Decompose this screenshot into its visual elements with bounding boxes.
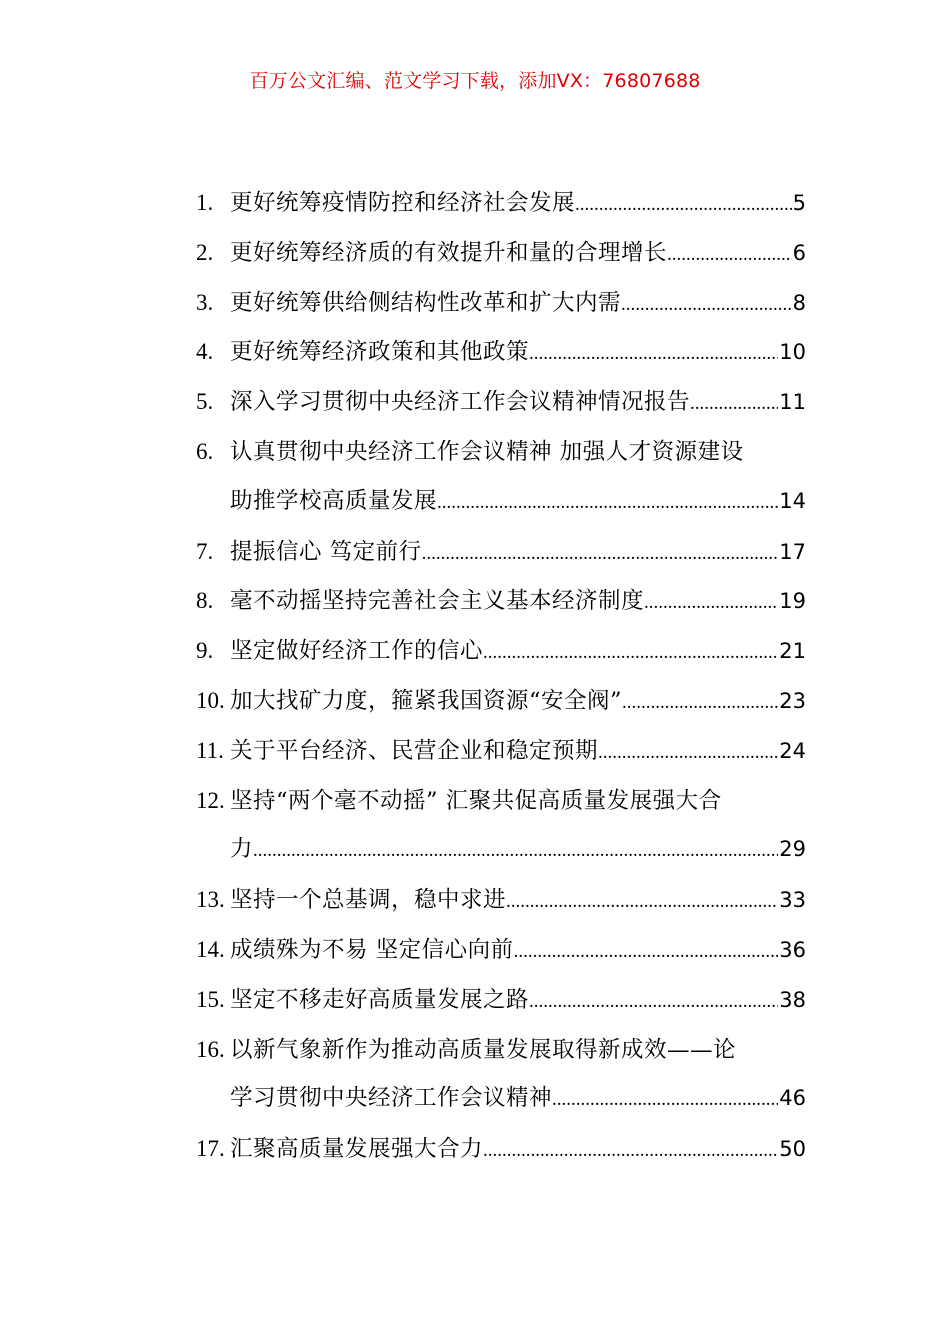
toc-number: 10. [196,687,225,713]
toc-number: 5. [196,389,214,415]
toc-title: 更好统筹经济质的有效提升和量的合理增长 [230,239,668,266]
toc-page-number: 24 [779,738,806,763]
toc-entry[interactable] [196,377,806,427]
toc-number: 2. [196,239,214,265]
toc-number: 9. [196,638,214,664]
toc-title: 加大找矿力度，箍紧我国资源“安全阀” [230,687,623,714]
toc-page-number: 17 [779,539,806,564]
toc-entry[interactable] [196,875,806,925]
toc-entry[interactable] [196,626,806,676]
toc-page-number: 36 [779,937,806,962]
toc-page-number: 19 [779,589,806,614]
toc-line [196,825,806,875]
toc-dot-leader [644,577,778,626]
toc-line [196,925,806,975]
toc-dot-leader [529,976,778,1025]
toc-line [196,327,806,377]
toc-page-number: 21 [779,639,806,664]
toc-number: 3. [196,289,214,315]
toc-title: 坚定做好经济工作的信心 [230,638,484,665]
toc-number: 13. [196,887,225,913]
toc-number: 7. [196,538,214,564]
toc-dot-leader [667,229,792,278]
toc-page-number: 10 [779,340,806,365]
toc-title: 认真贯彻中央经济工作会议精神 加强人才资源建设 [230,438,744,465]
toc-number: 17. [196,1136,225,1162]
toc-entry[interactable] [196,327,806,377]
toc-entry[interactable] [196,278,806,328]
toc-line [196,576,806,626]
toc-entry[interactable] [196,427,806,527]
toc-page-number: 5 [792,191,806,215]
toc-line [196,377,806,427]
toc-line [196,875,806,925]
toc-line [196,178,806,228]
toc-dot-leader [575,179,792,228]
toc-dot-leader [621,279,792,328]
toc-dot-leader [506,876,778,925]
toc-page-number: 6 [792,240,806,265]
toc-number: 4. [196,339,214,365]
toc-number: 8. [196,588,214,614]
toc-page-number: 11 [779,390,806,415]
toc-title: 汇聚高质量发展强大合力 [230,1136,484,1163]
toc-dot-leader [437,477,778,527]
toc-entry[interactable] [196,776,806,876]
toc-dot-leader [422,528,779,577]
toc-title: 以新气象新作为推动高质量发展取得新成效——论 [230,1036,737,1063]
toc-page-number: 14 [779,488,806,513]
toc-title: 深入学习贯彻中央经济工作会议精神情况报告 [230,389,691,416]
toc-title: 坚持一个总基调，稳中求进 [230,887,507,914]
toc-line [196,427,806,477]
toc-line [196,477,806,527]
header-note: 百万公文汇编、范文学习下载，添加VX：76807688 [249,70,701,92]
toc-page-number: 38 [779,987,806,1012]
toc-dot-leader [552,1074,778,1124]
toc-line [196,676,806,726]
toc-page-number: 8 [792,290,806,315]
toc-dot-leader [483,1125,778,1174]
toc-title: 学习贯彻中央经济工作会议精神 [230,1085,553,1112]
toc-page-number: 33 [779,888,806,913]
toc-title: 坚定不移走好高质量发展之路 [230,986,530,1013]
toc-title: 提振信心 笃定前行 [230,538,422,565]
toc-entry[interactable] [196,925,806,975]
toc-entry[interactable] [196,527,806,577]
toc-entry[interactable] [196,576,806,626]
toc-line [196,527,806,577]
toc-entry[interactable] [196,676,806,726]
toc-line [196,1074,806,1124]
toc-entry[interactable] [196,228,806,278]
toc-dot-leader [529,328,778,377]
toc-page-number: 29 [779,837,806,862]
toc-dot-leader [514,926,779,975]
toc-line [196,975,806,1025]
toc-number: 14. [196,936,225,962]
toc-page-number: 46 [779,1086,806,1111]
toc-title: 力 [230,836,254,863]
toc-line [196,228,806,278]
toc-number: 15. [196,986,225,1012]
toc-dot-leader [690,378,778,427]
toc-number: 16. [196,1036,225,1062]
toc-entry[interactable] [196,726,806,776]
toc-title: 更好统筹供给侧结构性改革和扩大内需 [230,289,622,316]
toc-entry[interactable] [196,178,806,228]
toc-entry[interactable] [196,1124,806,1174]
toc-dot-leader [622,677,778,726]
toc-entry[interactable] [196,975,806,1025]
toc-dot-leader [483,627,778,676]
toc-title: 坚持“两个毫不动摇” 汇聚共促高质量发展强大合 [230,787,722,814]
toc-entry[interactable] [196,1025,806,1125]
toc-title: 助推学校高质量发展 [230,487,438,514]
toc-title: 成绩殊为不易 坚定信心向前 [230,936,514,963]
toc-page-number: 50 [779,1137,806,1162]
toc-number: 1. [196,190,214,215]
toc-title: 毫不动摇坚持完善社会主义基本经济制度 [230,588,645,615]
toc-title: 关于平台经济、民营企业和稳定预期 [230,737,599,764]
table-of-contents [196,178,806,1174]
toc-line [196,278,806,328]
toc-line [196,726,806,776]
toc-dot-leader [598,727,778,776]
toc-line [196,1124,806,1174]
toc-title: 更好统筹经济政策和其他政策 [230,339,530,366]
toc-number: 12. [196,787,225,813]
toc-page-number: 23 [779,688,806,713]
toc-number: 6. [196,438,214,464]
toc-title: 更好统筹疫情防控和经济社会发展 [230,190,576,216]
toc-number: 11. [196,737,224,763]
toc-line [196,776,806,826]
toc-dot-leader [253,825,778,875]
toc-line [196,1025,806,1075]
toc-line [196,626,806,676]
